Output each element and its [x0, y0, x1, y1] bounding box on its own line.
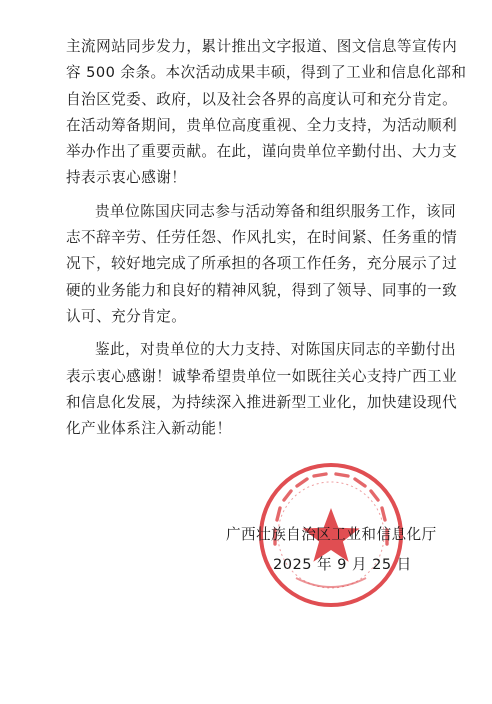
text-line: 鉴此，对贵单位的大力支持、对陈国庆同志的辛勤付出: [95, 341, 457, 359]
seal-bottom-arc: [296, 578, 366, 587]
text-line: 在活动筹备期间，贵单位高度重视、全力支持，为活动顺利: [66, 116, 458, 134]
text-line: 主流网站同步发力，累计推出文字报道、图文信息等宣传内: [66, 38, 458, 55]
text-line: 自治区党委、政府，以及社会各界的高度认可和充分肯定。: [66, 90, 458, 108]
text-line: 贵单位陈国庆同志参与活动筹备和组织服务工作，该同: [95, 202, 457, 220]
issuer-name: 广西壮族自治区工业和信息化厅: [226, 526, 437, 543]
text-line: 举办作出了重要贡献。在此，谨向贵单位辛勤付出、大力支: [66, 143, 458, 161]
paragraph-2: [66, 199, 458, 330]
text-line: 志不辞辛劳、任劳任怨、作风扎实，在时间紧、任务重的情: [66, 229, 458, 247]
text-line: 化产业体系注入新动能！: [66, 420, 232, 438]
paragraph-1: [66, 34, 467, 192]
text-line: 硬的业务能力和良好的精神风貌，得到了领导、同事的一致: [66, 281, 458, 299]
text-line: 认可、充分肯定。: [66, 307, 187, 325]
issue-date: 2025 年 9 月 25 日: [273, 556, 412, 573]
signature-block: [226, 522, 437, 578]
letter-body: [66, 34, 467, 449]
paragraph-3: [66, 337, 458, 442]
text-line: 容 500 余条。本次活动成果丰硕，得到了工业和信息化部和: [66, 64, 467, 82]
text-line: 况下，较好地完成了所承担的各项工作任务，充分展示了过: [66, 255, 458, 273]
text-line: 和信息化发展，为持续深入推进新型工业化，加快建设现代: [66, 393, 458, 411]
text-line: 持表示衷心感谢！: [66, 169, 187, 187]
text-line: 表示衷心感谢！诚挚希望贵单位一如既往关心支持广西工业: [66, 367, 458, 385]
